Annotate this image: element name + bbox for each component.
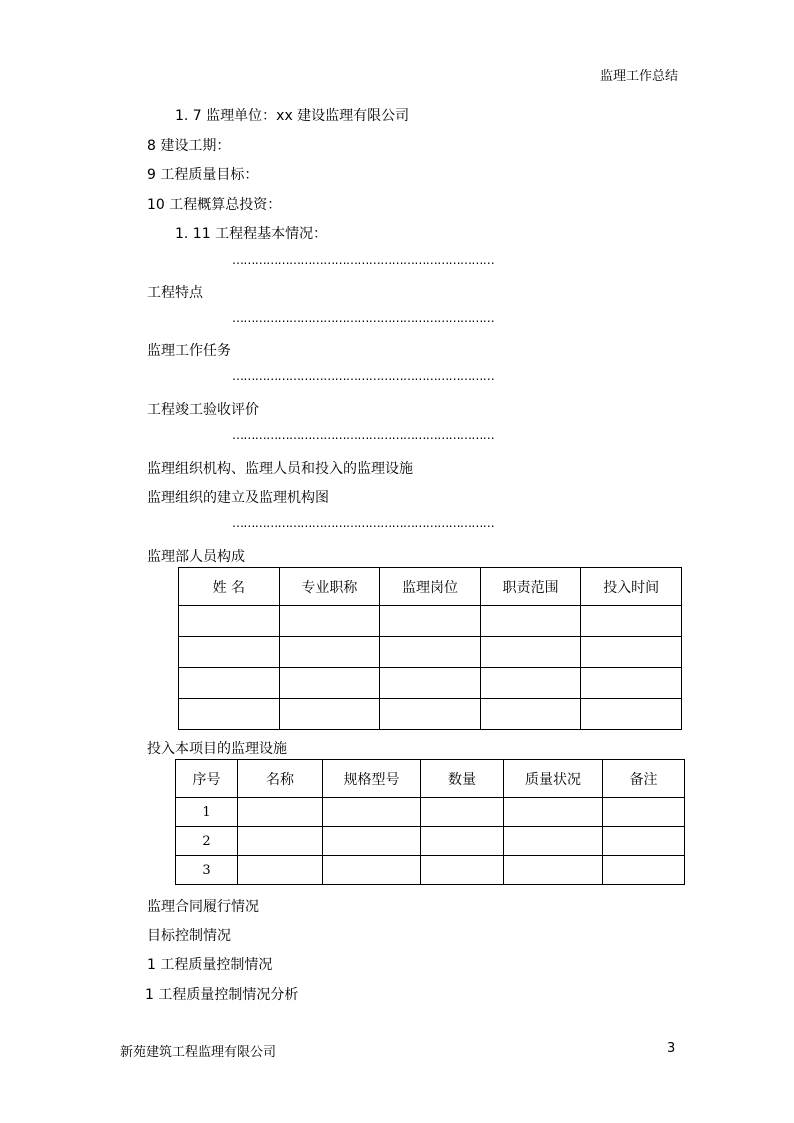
table-cell [323, 798, 421, 827]
header-cell-duties: 职责范围 [480, 568, 581, 606]
dotted-leader: …………………………………………………………… [232, 311, 495, 325]
page-number: 3 [667, 1041, 676, 1056]
table-row [179, 668, 682, 699]
table-cell [603, 798, 685, 827]
table-cell [179, 668, 280, 699]
table-cell [279, 699, 380, 730]
line-quality-control: 1 工程质量控制情况 [147, 957, 273, 973]
line-organization-chart: 监理组织的建立及监理机构图 [147, 490, 329, 506]
table-cell [279, 637, 380, 668]
row-number-cell: 3 [176, 856, 238, 885]
table-cell [581, 637, 682, 668]
header-cell-model: 规格型号 [323, 760, 421, 798]
table-cell [279, 606, 380, 637]
line-target-control: 目标控制情况 [147, 928, 231, 944]
table-cell [238, 827, 323, 856]
table-row [179, 606, 682, 637]
dotted-leader: …………………………………………………………… [232, 516, 495, 530]
header-cell-quantity: 数量 [421, 760, 504, 798]
table-cell [380, 699, 481, 730]
table-cell [238, 856, 323, 885]
line-supervision-unit: 1. 7 监理单位：xx 建设监理有限公司 [175, 108, 410, 124]
table-cell [323, 827, 421, 856]
table-row [176, 856, 685, 885]
table-cell [421, 827, 504, 856]
line-investment: 10 工程概算总投资： [147, 197, 282, 213]
line-staff-composition: 监理部人员构成 [147, 549, 245, 565]
footer-company: 新苑建筑工程监理有限公司 [120, 1045, 277, 1060]
header-cell-number: 序号 [176, 760, 238, 798]
table-cell [504, 827, 603, 856]
header-cell-name: 姓 名 [179, 568, 280, 606]
header-cell-title: 专业职称 [279, 568, 380, 606]
table-cell [179, 606, 280, 637]
table-cell [179, 699, 280, 730]
table-cell [380, 668, 481, 699]
line-quality-target: 9 工程质量目标： [147, 167, 259, 183]
dotted-leader: …………………………………………………………… [232, 253, 495, 267]
table-row [179, 699, 682, 730]
table-cell [581, 699, 682, 730]
table-row [176, 827, 685, 856]
row-number-cell: 2 [176, 827, 238, 856]
table-cell [504, 798, 603, 827]
table-cell [421, 798, 504, 827]
line-facilities: 投入本项目的监理设施 [147, 741, 287, 757]
line-contract-performance: 监理合同履行情况 [147, 899, 259, 915]
table-cell [421, 856, 504, 885]
table-cell [380, 637, 481, 668]
table-cell [323, 856, 421, 885]
table-cell [480, 606, 581, 637]
staff-table [178, 567, 682, 730]
header-title: 监理工作总结 [600, 69, 679, 84]
row-number-cell: 1 [176, 798, 238, 827]
table-header-row [179, 568, 682, 606]
facility-table [175, 759, 685, 885]
table-cell [480, 668, 581, 699]
table-cell [504, 856, 603, 885]
table-cell [238, 798, 323, 827]
table-cell [179, 637, 280, 668]
table-cell [581, 606, 682, 637]
line-acceptance-evaluation: 工程竣工验收评价 [147, 402, 259, 418]
line-supervision-tasks: 监理工作任务 [147, 343, 231, 359]
table-row [176, 798, 685, 827]
header-cell-quality: 质量状况 [504, 760, 603, 798]
table-cell [603, 856, 685, 885]
table-cell [581, 668, 682, 699]
dotted-leader: …………………………………………………………… [232, 428, 495, 442]
line-basic-situation: 1. 11 工程程基本情况： [175, 226, 328, 242]
line-quality-control-analysis: 1 工程质量控制情况分析 [145, 987, 299, 1003]
line-project-features: 工程特点 [147, 285, 203, 301]
table-header-row [176, 760, 685, 798]
table-cell [279, 668, 380, 699]
table-cell [380, 606, 481, 637]
dotted-leader: …………………………………………………………… [232, 369, 495, 383]
table-cell [603, 827, 685, 856]
table-cell [480, 699, 581, 730]
header-cell-item-name: 名称 [238, 760, 323, 798]
header-cell-time: 投入时间 [581, 568, 682, 606]
header-cell-remarks: 备注 [603, 760, 685, 798]
line-construction-period: 8 建设工期： [147, 138, 231, 154]
table-cell [480, 637, 581, 668]
line-organization: 监理组织机构、监理人员和投入的监理设施 [147, 461, 413, 477]
table-row [179, 637, 682, 668]
header-cell-position: 监理岗位 [380, 568, 481, 606]
